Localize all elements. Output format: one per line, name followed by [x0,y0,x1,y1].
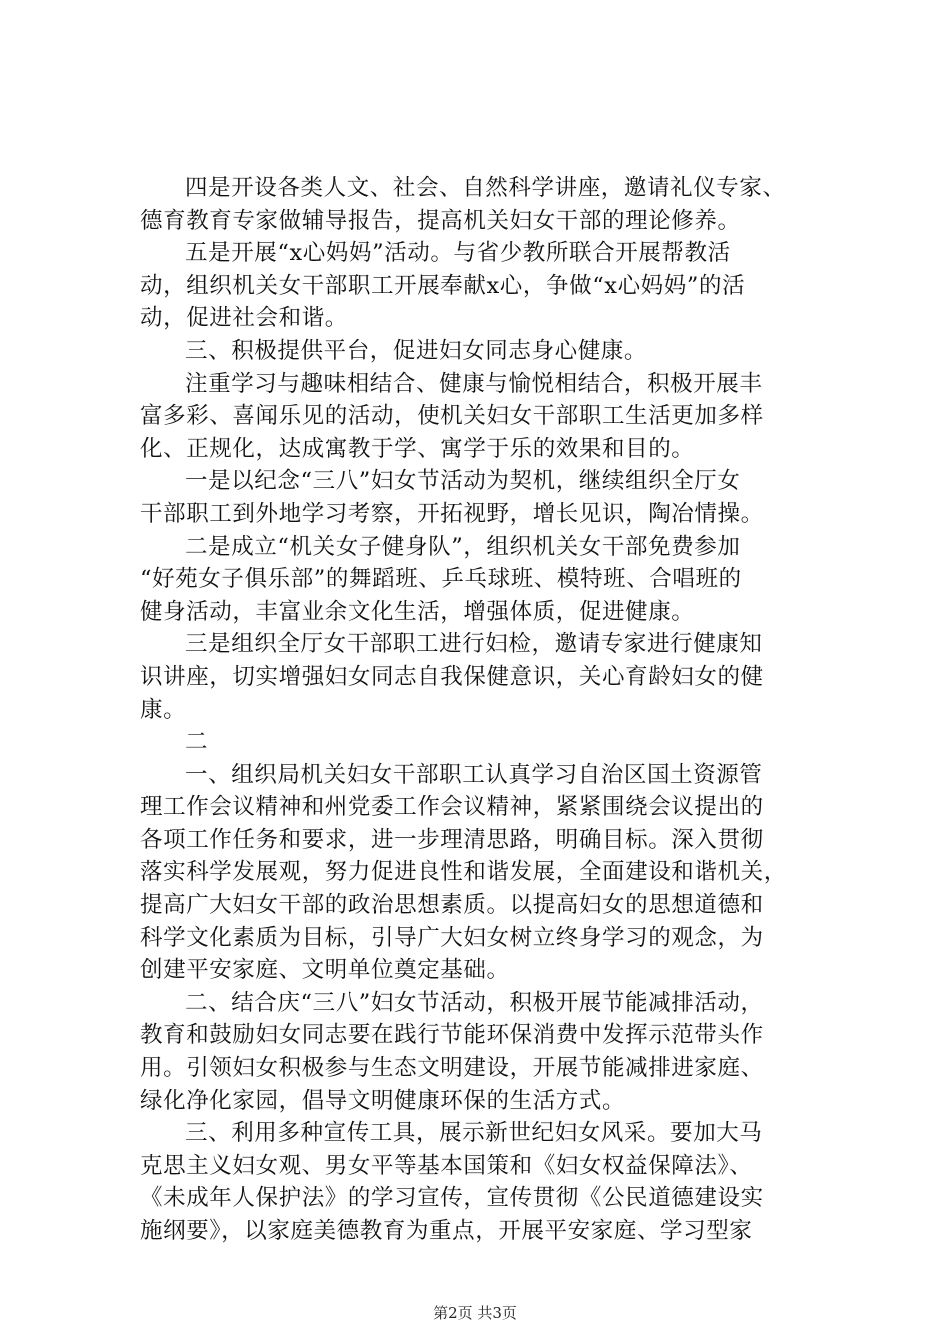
text-line: 注重学习与趣味相结合、健康与愉悦相结合，积极开展丰 [185,370,763,397]
text-line: 四是开设各类人文、社会、自然科学讲座，邀请礼仪专家、 [185,175,786,201]
text-line: 化、正规化，达成寓教于学、寓学于乐的效果和目的。 [140,435,695,462]
text-line: 施纲要》，以家庭美德教育为重点，开展平安家庭、学习型家 [140,1218,753,1244]
text-line: 富多彩、喜闻乐见的活动，使机关妇女干部职工生活更加多样 [140,403,764,430]
text-line: 识讲座，切实增强妇女同志自我保健意识，关心育龄妇女的健 [140,663,764,690]
text-line: 五是开展“x心妈妈”活动。与省少教所联合开展帮教活 [185,240,731,267]
text-line: 三、积极提供平台，促进妇女同志身心健康。 [185,337,648,364]
text-line: 动，促进社会和谐。 [140,305,348,332]
text-line: 三是组织全厅女干部职工进行妇检，邀请专家进行健康知 [185,631,763,658]
text-line: 创建平安家庭、文明单位奠定基础。 [140,957,510,984]
page-footer: 第2页 共3页 [433,1304,517,1322]
text-line: 绿化净化家园，倡导文明健康环保的生活方式。 [140,1087,626,1114]
text-line: 一、组织局机关妇女干部职工认真学习自治区国土资源管 [185,761,763,788]
text-line: 康。 [140,696,187,723]
text-line: 动，组织机关女干部职工开展奉献x心，争做“x心妈妈”的活 [140,272,746,299]
text-line: 二 [185,729,209,756]
text-line: “好苑女子俱乐部”的舞蹈班、乒乓球班、模特班、合唱班的 [140,566,742,593]
text-line: 用。引领妇女积极参与生态文明建设，开展节能减排进家庭、 [140,1055,764,1082]
text-line: 落实科学发展观，努力促进良性和谐发展，全面建设和谐机关， [140,859,787,886]
text-line: 科学文化素质为目标，引导广大妇女树立终身学习的观念，为 [140,924,764,951]
text-line: 德育教育专家做辅导报告，提高机关妇女干部的理论修养。 [140,207,741,234]
text-line: 克思主义妇女观、男女平等基本国策和《妇女权益保障法》、 [140,1152,753,1179]
text-line: 三、利用多种宣传工具，展示新世纪妇女风采。要加大马 [185,1120,763,1147]
text-line: 提高广大妇女干部的政治思想素质。以提高妇女的思想道德和 [140,892,764,919]
text-line: 二是成立“机关女子健身队”，组织机关女干部免费参加 [185,533,741,560]
text-line: 二、结合庆“三八”妇女节活动，积极开展节能减排活动， [185,989,764,1016]
text-line: 各项工作任务和要求，进一步理清思路，明确目标。深入贯彻 [140,826,764,853]
text-line: 干部职工到外地学习考察，开拓视野，增长见识，陶冶情操。 [140,500,764,527]
document-body [140,172,830,1248]
text-line: 一是以纪念“三八”妇女节活动为契机，继续组织全厅女 [185,468,741,495]
text-line: 教育和鼓励妇女同志要在践行节能环保消费中发挥示范带头作 [140,1022,764,1049]
text-line: 《未成年人保护法》的学习宣传，宣传贯彻《公民道德建设实 [140,1185,764,1212]
text-line: 理工作会议精神和州党委工作会议精神，紧紧围绕会议提出的 [140,794,764,821]
text-line: 健身活动，丰富业余文化生活，增强体质，促进健康。 [140,598,695,625]
